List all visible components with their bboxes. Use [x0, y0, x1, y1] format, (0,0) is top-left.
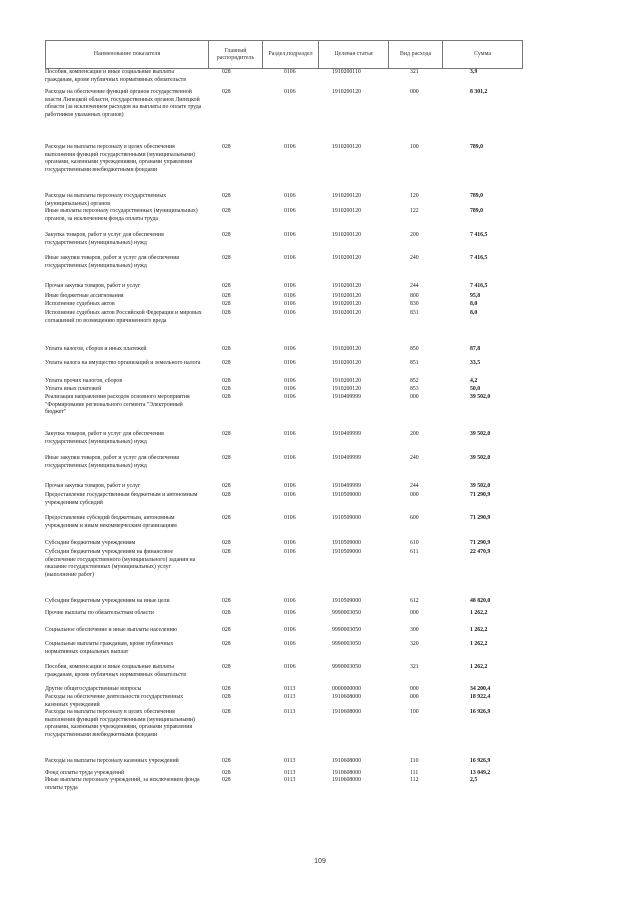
row-glav-cell: 028: [222, 193, 231, 199]
row-sum-cell: 3,9: [470, 69, 478, 75]
row-indicator-name: Расходы на выплаты персоналу в целях обеспечения выполнения функций государственными (муниципальными) органами, казенными учреждениями, органами управления государственными внебюджетными фондами: [45, 144, 195, 173]
row-razd-cell: 0106: [284, 301, 296, 307]
row-indicator-name: Пособия, компенсации и иные социальные выплаты гражданам, кроме публичных нормативных обязательств: [45, 664, 186, 678]
row-sum-cell: 13 049,2: [470, 770, 491, 776]
row-glav-cell: 028: [222, 777, 231, 783]
row-sum-cell: 39 502,0: [470, 483, 491, 489]
row-cel-cell: 1910608000: [332, 777, 361, 783]
row-sum-cell: 48 820,0: [470, 598, 491, 604]
row-sum-cell: 39 502,0: [470, 394, 491, 400]
row-cel-cell: 1910608000: [332, 770, 361, 776]
row-sum-cell: 789,0: [470, 144, 484, 150]
row-glav-cell: 028: [222, 610, 231, 616]
row-sum-cell: 71 290,9: [470, 492, 491, 498]
row-sum-cell: 789,0: [470, 193, 484, 199]
row-razd-cell: 0106: [284, 360, 296, 366]
row-cel-cell: 9990003050: [332, 664, 361, 670]
row-cel-cell: 1910608000: [332, 709, 361, 715]
row-vid-cell: 100: [410, 709, 419, 715]
row-vid-cell: 200: [410, 431, 419, 437]
row-razd-cell: 0106: [284, 208, 296, 214]
row-glav-cell: 028: [222, 758, 231, 764]
row-cel-cell: 1910200120: [332, 89, 361, 95]
row-vid-cell: 830: [410, 301, 419, 307]
row-razd-cell: 0106: [284, 610, 296, 616]
row-razd-cell: 0106: [284, 293, 296, 299]
row-cel-cell: 1910200120: [332, 144, 361, 150]
row-vid-cell: 852: [410, 378, 419, 384]
column-header-cel: Целевая статья: [319, 41, 389, 69]
row-sum-cell: 1 262,2: [470, 610, 488, 616]
row-indicator-name: Иные выплаты персоналу учреждений, за исключением фонда оплаты труда: [45, 777, 200, 791]
row-vid-cell: 320: [410, 641, 419, 647]
row-sum-cell: 39 502,0: [470, 431, 491, 437]
row-vid-cell: 800: [410, 293, 419, 299]
row-glav-cell: 028: [222, 770, 231, 776]
row-razd-cell: 0106: [284, 664, 296, 670]
row-sum-cell: 8 301,2: [470, 89, 488, 95]
row-sum-cell: 7 416,5: [470, 255, 488, 261]
row-glav-cell: 028: [222, 431, 231, 437]
row-cel-cell: 1910200120: [332, 255, 361, 261]
row-indicator-name: Прочая закупка товаров, работ и услуг: [45, 483, 141, 489]
row-cel-cell: 1910200120: [332, 346, 361, 352]
row-indicator-name: Уплата прочих налогов, сборов: [45, 378, 123, 384]
row-glav-cell: 028: [222, 515, 231, 521]
row-glav-cell: 028: [222, 208, 231, 214]
row-cel-cell: 1910200110: [332, 69, 361, 75]
column-header-name: Наименование показателя: [46, 41, 209, 69]
row-cel-cell: 9990003050: [332, 641, 361, 647]
row-glav-cell: 028: [222, 598, 231, 604]
row-vid-cell: 600: [410, 515, 419, 521]
row-vid-cell: 000: [410, 89, 419, 95]
row-razd-cell: 0113: [284, 777, 296, 783]
row-indicator-name: Расходы на выплаты персоналу в целях обеспечения выполнения функций государственными (муниципальными) органами, казенными учреждениями, органами управления государственными внебюджетными фондами: [45, 709, 195, 738]
row-glav-cell: 028: [222, 69, 231, 75]
row-cel-cell: 1910608000: [332, 694, 361, 700]
row-vid-cell: 831: [410, 310, 419, 316]
row-indicator-name: Социальные выплаты гражданам, кроме публичных нормативных социальных выплат: [45, 641, 174, 655]
column-header-razd: Раздел,подраздел: [263, 41, 319, 69]
row-sum-cell: 33,5: [470, 360, 481, 366]
row-glav-cell: 028: [222, 386, 231, 392]
row-glav-cell: 028: [222, 293, 231, 299]
row-razd-cell: 0106: [284, 627, 296, 633]
row-razd-cell: 0106: [284, 540, 296, 546]
row-cel-cell: 1910200120: [332, 386, 361, 392]
row-sum-cell: 8,0: [470, 310, 478, 316]
row-indicator-name: Предоставление субсидий бюджетным, автономным учреждениям и иным некоммерческим организациям: [45, 515, 177, 529]
row-sum-cell: 18 922,4: [470, 694, 491, 700]
column-header-sum: Сумма: [443, 41, 523, 69]
row-indicator-name: Социальное обеспечение и иные выплаты населению: [45, 627, 178, 633]
row-glav-cell: 028: [222, 540, 231, 546]
row-sum-cell: 71 290,9: [470, 515, 491, 521]
row-glav-cell: 028: [222, 641, 231, 647]
row-vid-cell: 111: [410, 770, 419, 776]
row-cel-cell: 1910200120: [332, 301, 361, 307]
row-sum-cell: 2,5: [470, 777, 478, 783]
row-cel-cell: 1910200120: [332, 208, 361, 214]
row-cel-cell: 1910200120: [332, 283, 361, 289]
row-glav-cell: 028: [222, 144, 231, 150]
row-razd-cell: 0113: [284, 686, 296, 692]
row-glav-cell: 028: [222, 709, 231, 715]
row-razd-cell: 0106: [284, 492, 296, 498]
row-razd-cell: 0106: [284, 515, 296, 521]
row-sum-cell: 7 416,5: [470, 232, 488, 238]
row-indicator-name: Пособия, компенсации и иные социальные выплаты гражданам, кроме публичных нормативных обязательств: [45, 69, 186, 83]
row-razd-cell: 0106: [284, 89, 296, 95]
row-razd-cell: 0106: [284, 346, 296, 352]
row-vid-cell: 853: [410, 386, 419, 392]
row-indicator-name: Прочая закупка товаров, работ и услуг: [45, 283, 141, 289]
row-razd-cell: 0106: [284, 386, 296, 392]
row-vid-cell: 321: [410, 69, 419, 75]
row-glav-cell: 028: [222, 394, 231, 400]
row-glav-cell: 028: [222, 232, 231, 238]
row-glav-cell: 028: [222, 483, 231, 489]
column-header-vid: Вид расхода: [389, 41, 443, 69]
row-cel-cell: 1910499999: [332, 431, 361, 437]
row-vid-cell: 000: [410, 610, 419, 616]
row-glav-cell: 028: [222, 283, 231, 289]
row-sum-cell: 16 926,9: [470, 758, 491, 764]
row-vid-cell: 244: [410, 483, 419, 489]
table-header: [45, 40, 523, 69]
row-cel-cell: 1910509000: [332, 549, 361, 555]
row-razd-cell: 0106: [284, 232, 296, 238]
row-indicator-name: Иные выплаты персоналу государственных (муниципальных) органов, за исключением фонда оплаты труда: [45, 208, 198, 222]
row-glav-cell: 028: [222, 89, 231, 95]
row-sum-cell: 1 262,2: [470, 627, 488, 633]
row-indicator-name: Предоставление государственным бюджетным и автономным учреждениям субсидий: [45, 492, 198, 506]
row-vid-cell: 120: [410, 193, 419, 199]
row-indicator-name: Исполнение судебных актов Российской Федерации и мировых соглашений по возмещению причиненного вреда: [45, 310, 202, 324]
row-glav-cell: 028: [222, 301, 231, 307]
row-cel-cell: 1910200120: [332, 293, 361, 299]
row-cel-cell: 9990003050: [332, 610, 361, 616]
row-sum-cell: 4,2: [470, 378, 478, 384]
row-glav-cell: 028: [222, 346, 231, 352]
row-vid-cell: 112: [410, 777, 419, 783]
row-indicator-name: Закупка товаров, работ и услуг для обеспечения государственных (муниципальных) нужд: [45, 232, 164, 246]
row-razd-cell: 0113: [284, 709, 296, 715]
row-cel-cell: 0000000000: [332, 686, 361, 692]
row-cel-cell: 9990003050: [332, 627, 361, 633]
row-vid-cell: 240: [410, 455, 419, 461]
row-cel-cell: 1910499999: [332, 483, 361, 489]
row-vid-cell: 000: [410, 686, 419, 692]
row-indicator-name: Уплата налога на имущество организаций и земельного налога: [45, 360, 201, 366]
row-indicator-name: Расходы на выплаты персоналу государственных (муниципальных) органов: [45, 193, 167, 207]
column-header-glav: Главный распорядитель: [209, 41, 263, 69]
row-indicator-name: Расходы на выплаты персоналу казенных учреждений: [45, 758, 179, 764]
row-glav-cell: 028: [222, 627, 231, 633]
row-glav-cell: 028: [222, 255, 231, 261]
row-indicator-name: Расходы на обеспечение функций органов государственной власти Липецкой области, государственных органов Липецкой области (за исключением расходов на выплаты по оплате труда работников указанных органов): [45, 89, 202, 118]
row-glav-cell: 028: [222, 455, 231, 461]
row-indicator-name: Фонд оплаты труда учреждений: [45, 770, 125, 776]
row-vid-cell: 110: [410, 758, 419, 764]
row-indicator-name: Иные закупки товаров, работ и услуг для обеспечения государственных (муниципальных) нужд: [45, 255, 179, 269]
row-razd-cell: 0106: [284, 431, 296, 437]
row-vid-cell: 100: [410, 144, 419, 150]
row-glav-cell: 028: [222, 549, 231, 555]
row-cel-cell: 1910509000: [332, 515, 361, 521]
row-indicator-name: Иные закупки товаров, работ и услуг для обеспечения государственных (муниципальных) нужд: [45, 455, 179, 469]
row-sum-cell: 50,0: [470, 386, 481, 392]
row-glav-cell: 028: [222, 492, 231, 498]
row-glav-cell: 028: [222, 310, 231, 316]
row-vid-cell: 200: [410, 232, 419, 238]
row-sum-cell: 39 502,0: [470, 455, 491, 461]
row-razd-cell: 0106: [284, 549, 296, 555]
row-sum-cell: 789,0: [470, 208, 484, 214]
row-cel-cell: 1910499999: [332, 394, 361, 400]
row-cel-cell: 1910200120: [332, 360, 361, 366]
row-razd-cell: 0113: [284, 770, 296, 776]
row-vid-cell: 000: [410, 394, 419, 400]
row-glav-cell: 028: [222, 686, 231, 692]
row-cel-cell: 1910499999: [332, 455, 361, 461]
row-sum-cell: 16 926,9: [470, 709, 491, 715]
row-razd-cell: 0106: [284, 455, 296, 461]
row-cel-cell: 1910200120: [332, 310, 361, 316]
row-cel-cell: 1910509000: [332, 598, 361, 604]
row-cel-cell: 1910608000: [332, 758, 361, 764]
row-razd-cell: 0106: [284, 641, 296, 647]
row-cel-cell: 1910200120: [332, 378, 361, 384]
row-razd-cell: 0106: [284, 283, 296, 289]
row-sum-cell: 8,0: [470, 301, 478, 307]
row-indicator-name: Прочие выплаты по обязательствам области: [45, 610, 154, 616]
row-sum-cell: 71 290,9: [470, 540, 491, 546]
row-razd-cell: 0106: [284, 310, 296, 316]
row-vid-cell: 321: [410, 664, 419, 670]
row-vid-cell: 000: [410, 694, 419, 700]
row-indicator-name: Расходы на обеспечение деятельности государственных казенных учреждений: [45, 694, 184, 708]
row-glav-cell: 028: [222, 664, 231, 670]
row-vid-cell: 240: [410, 255, 419, 261]
row-vid-cell: 850: [410, 346, 419, 352]
row-indicator-name: Другие общегосударственные вопросы: [45, 686, 142, 692]
row-razd-cell: 0113: [284, 694, 296, 700]
row-glav-cell: 028: [222, 360, 231, 366]
row-cel-cell: 1910509000: [332, 492, 361, 498]
row-glav-cell: 028: [222, 378, 231, 384]
row-indicator-name: Уплата налогов, сборов и иных платежей: [45, 346, 147, 352]
row-vid-cell: 610: [410, 540, 419, 546]
page-number: 109: [314, 858, 326, 865]
row-cel-cell: 1910200120: [332, 232, 361, 238]
row-sum-cell: 1 262,2: [470, 664, 488, 670]
row-indicator-name: Иные бюджетные ассигнования: [45, 293, 124, 299]
row-razd-cell: 0113: [284, 758, 296, 764]
row-razd-cell: 0106: [284, 255, 296, 261]
row-sum-cell: 34 200,4: [470, 686, 491, 692]
row-indicator-name: Уплата иных платежей: [45, 386, 102, 392]
row-indicator-name: Субсидии бюджетным учреждениям на иные цели: [45, 598, 170, 604]
row-indicator-name: Субсидии бюджетным учреждениям: [45, 540, 136, 546]
row-vid-cell: 122: [410, 208, 419, 214]
row-sum-cell: 95,8: [470, 293, 481, 299]
row-razd-cell: 0106: [284, 144, 296, 150]
row-vid-cell: 612: [410, 598, 419, 604]
row-vid-cell: 851: [410, 360, 419, 366]
row-sum-cell: 1 262,2: [470, 641, 488, 647]
row-indicator-name: Исполнение судебных актов: [45, 301, 115, 307]
row-sum-cell: 87,8: [470, 346, 481, 352]
row-cel-cell: 1910200120: [332, 193, 361, 199]
row-razd-cell: 0106: [284, 378, 296, 384]
row-vid-cell: 244: [410, 283, 419, 289]
row-indicator-name: Субсидии бюджетным учреждениям на финансовое обеспечение государственного (муниципального) задания на оказание государственных (муниципальных) услуг (выполнение работ): [45, 549, 196, 578]
row-razd-cell: 0106: [284, 193, 296, 199]
row-vid-cell: 611: [410, 549, 419, 555]
row-sum-cell: 22 470,9: [470, 549, 491, 555]
row-cel-cell: 1910509000: [332, 540, 361, 546]
row-indicator-name: Закупка товаров, работ и услуг для обеспечения государственных (муниципальных) нужд: [45, 431, 164, 445]
row-razd-cell: 0106: [284, 598, 296, 604]
row-sum-cell: 7 416,5: [470, 283, 488, 289]
row-vid-cell: 000: [410, 492, 419, 498]
row-glav-cell: 028: [222, 694, 231, 700]
row-indicator-name: Реализация направления расходов основного мероприятия "Формирование регионального сегмента "Электронный бюджет": [45, 394, 190, 416]
row-razd-cell: 0106: [284, 69, 296, 75]
row-vid-cell: 300: [410, 627, 419, 633]
row-razd-cell: 0106: [284, 483, 296, 489]
row-razd-cell: 0106: [284, 394, 296, 400]
